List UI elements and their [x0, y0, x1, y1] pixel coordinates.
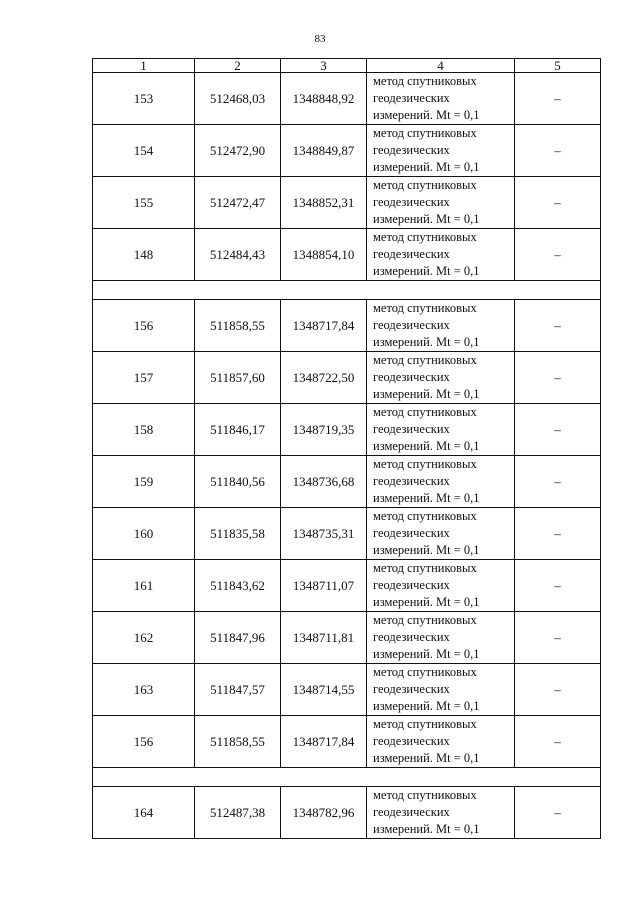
coordinate-y-cell: 1348719,35	[281, 404, 367, 456]
coordinate-x-cell: 511846,17	[195, 404, 281, 456]
coordinate-y-cell: 1348782,96	[281, 787, 367, 839]
coordinate-y-cell: 1348849,87	[281, 125, 367, 177]
coordinate-x-cell: 511847,96	[195, 612, 281, 664]
method-line: измерений. Mt = 0,1	[373, 264, 480, 278]
table-row	[93, 664, 601, 716]
coordinate-y-cell: 1348717,84	[281, 716, 367, 768]
table-row	[93, 300, 601, 352]
note-cell: –	[515, 404, 601, 456]
note-cell: –	[515, 664, 601, 716]
point-number-cell: 157	[93, 352, 195, 404]
method-cell	[367, 508, 515, 560]
note-cell: –	[515, 73, 601, 125]
method-line: геодезических	[373, 247, 450, 261]
header-cell-4: 4	[367, 59, 515, 73]
method-cell	[367, 560, 515, 612]
method-cell	[367, 177, 515, 229]
coordinate-y-cell: 1348711,81	[281, 612, 367, 664]
method-line: геодезических	[373, 422, 450, 436]
method-cell	[367, 73, 515, 125]
method-line: геодезических	[373, 370, 450, 384]
note-cell: –	[515, 229, 601, 281]
point-number-cell: 161	[93, 560, 195, 612]
method-line: измерений. Mt = 0,1	[373, 108, 480, 122]
coordinate-x-cell: 511857,60	[195, 352, 281, 404]
section-separator-cell	[93, 281, 601, 300]
header-cell-5: 5	[515, 59, 601, 73]
point-number-cell: 155	[93, 177, 195, 229]
table-row	[93, 125, 601, 177]
method-line: метод спутниковых	[373, 178, 477, 192]
method-line: измерений. Mt = 0,1	[373, 212, 480, 226]
point-number-cell: 162	[93, 612, 195, 664]
table-row	[93, 787, 601, 839]
point-number-cell: 159	[93, 456, 195, 508]
point-number-cell: 153	[93, 73, 195, 125]
coordinate-y-cell: 1348717,84	[281, 300, 367, 352]
method-line: метод спутниковых	[373, 561, 477, 575]
method-cell	[367, 787, 515, 839]
method-line: метод спутниковых	[373, 665, 477, 679]
coordinate-y-cell: 1348736,68	[281, 456, 367, 508]
header-cell-2: 2	[195, 59, 281, 73]
table-row	[93, 73, 601, 125]
note-cell: –	[515, 352, 601, 404]
point-number-cell: 156	[93, 300, 195, 352]
method-line: метод спутниковых	[373, 788, 477, 802]
method-line: метод спутниковых	[373, 353, 477, 367]
table-row	[93, 177, 601, 229]
section-separator-row	[93, 281, 601, 300]
method-line: геодезических	[373, 91, 450, 105]
method-cell	[367, 125, 515, 177]
method-line: геодезических	[373, 526, 450, 540]
coordinate-x-cell: 511835,58	[195, 508, 281, 560]
table-row	[93, 352, 601, 404]
point-number-cell: 164	[93, 787, 195, 839]
coordinate-x-cell: 512472,47	[195, 177, 281, 229]
method-cell	[367, 300, 515, 352]
table-row	[93, 508, 601, 560]
coordinate-y-cell: 1348722,50	[281, 352, 367, 404]
method-line: геодезических	[373, 474, 450, 488]
method-line: измерений. Mt = 0,1	[373, 387, 480, 401]
method-line: метод спутниковых	[373, 74, 477, 88]
coordinate-y-cell: 1348714,55	[281, 664, 367, 716]
coordinate-y-cell: 1348711,07	[281, 560, 367, 612]
coordinate-y-cell: 1348854,10	[281, 229, 367, 281]
method-line: измерений. Mt = 0,1	[373, 647, 480, 661]
point-number-cell: 148	[93, 229, 195, 281]
method-cell	[367, 612, 515, 664]
table-row	[93, 404, 601, 456]
method-line: метод спутниковых	[373, 717, 477, 731]
coordinate-x-cell: 512484,43	[195, 229, 281, 281]
method-line: геодезических	[373, 143, 450, 157]
method-line: геодезических	[373, 734, 450, 748]
method-line: метод спутниковых	[373, 509, 477, 523]
coordinate-x-cell: 512472,90	[195, 125, 281, 177]
note-cell: –	[515, 177, 601, 229]
method-line: измерений. Mt = 0,1	[373, 543, 480, 557]
method-cell	[367, 456, 515, 508]
method-line: измерений. Mt = 0,1	[373, 595, 480, 609]
method-line: метод спутниковых	[373, 457, 477, 471]
note-cell: –	[515, 508, 601, 560]
method-cell	[367, 404, 515, 456]
coordinate-y-cell: 1348852,31	[281, 177, 367, 229]
note-cell: –	[515, 612, 601, 664]
point-number-cell: 163	[93, 664, 195, 716]
method-cell	[367, 352, 515, 404]
method-line: измерений. Mt = 0,1	[373, 335, 480, 349]
method-line: геодезических	[373, 630, 450, 644]
point-number-cell: 160	[93, 508, 195, 560]
method-line: метод спутниковых	[373, 230, 477, 244]
coordinate-x-cell: 511843,62	[195, 560, 281, 612]
note-cell: –	[515, 300, 601, 352]
coordinate-y-cell: 1348848,92	[281, 73, 367, 125]
method-line: измерений. Mt = 0,1	[373, 699, 480, 713]
method-line: метод спутниковых	[373, 405, 477, 419]
note-cell: –	[515, 456, 601, 508]
note-cell: –	[515, 787, 601, 839]
table-row	[93, 612, 601, 664]
table-row	[93, 229, 601, 281]
coordinate-x-cell: 512468,03	[195, 73, 281, 125]
method-line: метод спутниковых	[373, 301, 477, 315]
method-line: измерений. Mt = 0,1	[373, 751, 480, 765]
note-cell: –	[515, 125, 601, 177]
coordinate-x-cell: 511840,56	[195, 456, 281, 508]
method-line: геодезических	[373, 682, 450, 696]
coordinate-x-cell: 511858,55	[195, 300, 281, 352]
coordinate-x-cell: 511847,57	[195, 664, 281, 716]
header-cell-1: 1	[93, 59, 195, 73]
coordinate-x-cell: 511858,55	[195, 716, 281, 768]
method-line: измерений. Mt = 0,1	[373, 491, 480, 505]
table-row	[93, 560, 601, 612]
header-row	[93, 59, 601, 73]
note-cell: –	[515, 716, 601, 768]
coordinate-x-cell: 512487,38	[195, 787, 281, 839]
method-line: геодезических	[373, 195, 450, 209]
method-line: метод спутниковых	[373, 126, 477, 140]
section-separator-row	[93, 768, 601, 787]
table-row	[93, 456, 601, 508]
table-row	[93, 716, 601, 768]
point-number-cell: 156	[93, 716, 195, 768]
point-number-cell: 158	[93, 404, 195, 456]
section-separator-cell	[93, 768, 601, 787]
coordinates-table	[92, 58, 601, 839]
header-cell-3: 3	[281, 59, 367, 73]
method-cell	[367, 664, 515, 716]
coordinate-y-cell: 1348735,31	[281, 508, 367, 560]
method-line: измерений. Mt = 0,1	[373, 439, 480, 453]
method-line: измерений. Mt = 0,1	[373, 822, 480, 836]
method-cell	[367, 716, 515, 768]
method-line: геодезических	[373, 805, 450, 819]
method-line: геодезических	[373, 578, 450, 592]
method-cell	[367, 229, 515, 281]
method-line: измерений. Mt = 0,1	[373, 160, 480, 174]
method-line: геодезических	[373, 318, 450, 332]
page-number: 83	[314, 33, 326, 45]
method-line: метод спутниковых	[373, 613, 477, 627]
point-number-cell: 154	[93, 125, 195, 177]
table-body	[93, 73, 601, 839]
note-cell: –	[515, 560, 601, 612]
